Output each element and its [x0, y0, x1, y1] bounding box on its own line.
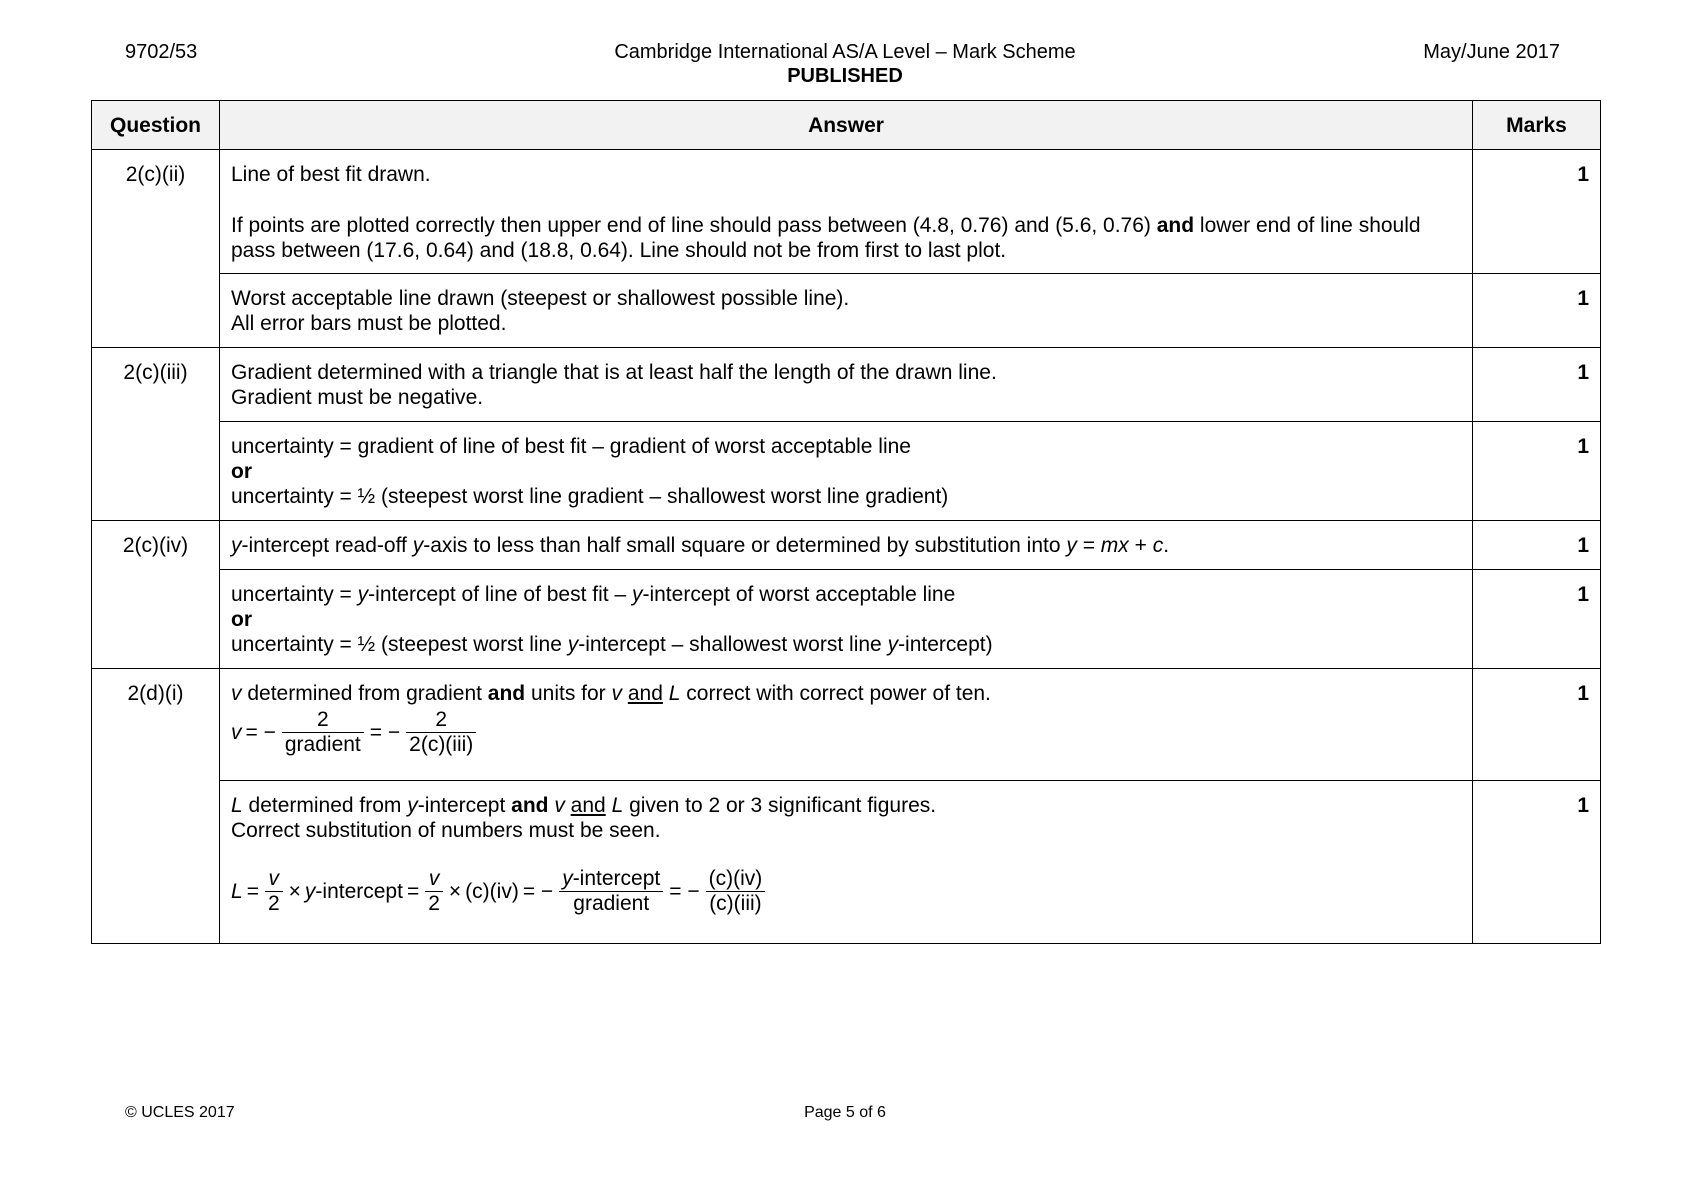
table-row: [92, 348, 1601, 422]
answer-text: Correct substitution of numbers must be seen.: [231, 819, 661, 842]
table-row: [92, 781, 1601, 944]
fraction: $\frac{\text{y-intercept}}{\text{gradient}}$: [559, 867, 663, 916]
table-row: [92, 274, 1601, 348]
answer-text: Gradient determined with a triangle that is at least half the length of the drawn line.: [231, 361, 997, 384]
answer-text: y-intercept read-off y-axis to less than half small square or determined by substitution into y = mx + c.: [231, 534, 1170, 557]
table-row: [92, 669, 1601, 781]
answer-cell: [220, 781, 1473, 944]
mark-scheme-table: [91, 100, 1601, 944]
mark-value: 1: [1473, 781, 1601, 944]
or-text: or: [231, 460, 252, 483]
answer-cell: [220, 150, 1473, 274]
table-header-row: [92, 101, 1601, 150]
question-number: 2(c)(ii): [92, 150, 220, 348]
answer-cell: [220, 570, 1473, 669]
answer-cell: [220, 274, 1473, 348]
document-title: Cambridge International AS/A Level – Mark Scheme: [614, 41, 1076, 63]
length-equation: L = $\frac{v}{2}$ × y -intercept = $\frac{v}{2}$ × (c)(iv) = − $\frac{\text{y-intercept}}{\text{gradient}}$ = − $\frac{(c)(iv)}{\text{(c)(iii)}}$: [231, 867, 1461, 916]
table-row: [92, 422, 1601, 521]
mark-value: 1: [1473, 348, 1601, 422]
fraction: $\frac{2}{\text{gradient}}$: [282, 708, 364, 757]
answer-text: uncertainty = y-intercept of line of best fit – y-intercept of worst acceptable line: [231, 583, 956, 606]
question-number: 2(c)(iv): [92, 521, 220, 669]
table-row: [92, 150, 1601, 274]
answer-text: v determined from gradient and units for v and L correct with correct power of ten.: [231, 682, 991, 705]
fraction: $\frac{2}{\text{2(c)(iii)}}$: [406, 708, 476, 757]
fraction: $\frac{v}{2}$: [425, 867, 443, 916]
answer-text: All error bars must be plotted.: [231, 312, 507, 335]
answer-text: uncertainty = ½ (steepest worst line gradient – shallowest worst line gradient): [231, 485, 949, 508]
question-number: 2(c)(iii): [92, 348, 220, 521]
fraction: $\frac{v}{2}$: [265, 867, 283, 916]
table-row: [92, 521, 1601, 570]
or-text: or: [231, 608, 252, 631]
question-column-header: Question: [92, 101, 220, 150]
mark-value: 1: [1473, 669, 1601, 781]
answer-column-header: Answer: [220, 101, 1473, 150]
answer-cell: [220, 348, 1473, 422]
mark-value: 1: [1473, 150, 1601, 274]
question-number: 2(d)(i): [92, 669, 220, 944]
answer-text: Line of best fit drawn.: [231, 163, 431, 186]
mark-value: 1: [1473, 570, 1601, 669]
answer-cell: [220, 669, 1473, 781]
marks-column-header: Marks: [1473, 101, 1601, 150]
velocity-equation: v = − $\frac{2}{\text{gradient}}$ = − $\frac{2}{\text{2(c)(iii)}}$: [231, 708, 1461, 757]
page-number: Page 5 of 6: [804, 1104, 886, 1121]
answer-text: uncertainty = ½ (steepest worst line y-intercept – shallowest worst line y-intercept): [231, 633, 993, 656]
mark-value: 1: [1473, 274, 1601, 348]
fraction: $\frac{(c)(iv)}{\text{(c)(iii)}}$: [706, 867, 766, 916]
answer-text: L determined from y-intercept and v and L given to 2 or 3 significant figures.: [231, 794, 937, 817]
answer-text: If points are plotted correctly then upper end of line should pass between (4.8, 0.76) and (5.6, 0.76) and lower end of line should pass between (17.6, 0.64) and (18.8, 0.64). Line should not be from first to last plot.: [231, 214, 1421, 262]
mark-value: 1: [1473, 521, 1601, 570]
answer-text: Gradient must be negative.: [231, 386, 484, 409]
mark-value: 1: [1473, 422, 1601, 521]
table-row: [92, 570, 1601, 669]
answer-text: uncertainty = gradient of line of best fit – gradient of worst acceptable line: [231, 435, 911, 458]
publication-status: PUBLISHED: [787, 65, 903, 87]
answer-cell: [220, 422, 1473, 521]
copyright: © UCLES 2017: [125, 1104, 235, 1121]
exam-session: May/June 2017: [1423, 41, 1560, 63]
paper-code: 9702/53: [125, 41, 198, 63]
answer-text: Worst acceptable line drawn (steepest or shallowest possible line).: [231, 287, 850, 310]
answer-cell: [220, 521, 1473, 570]
